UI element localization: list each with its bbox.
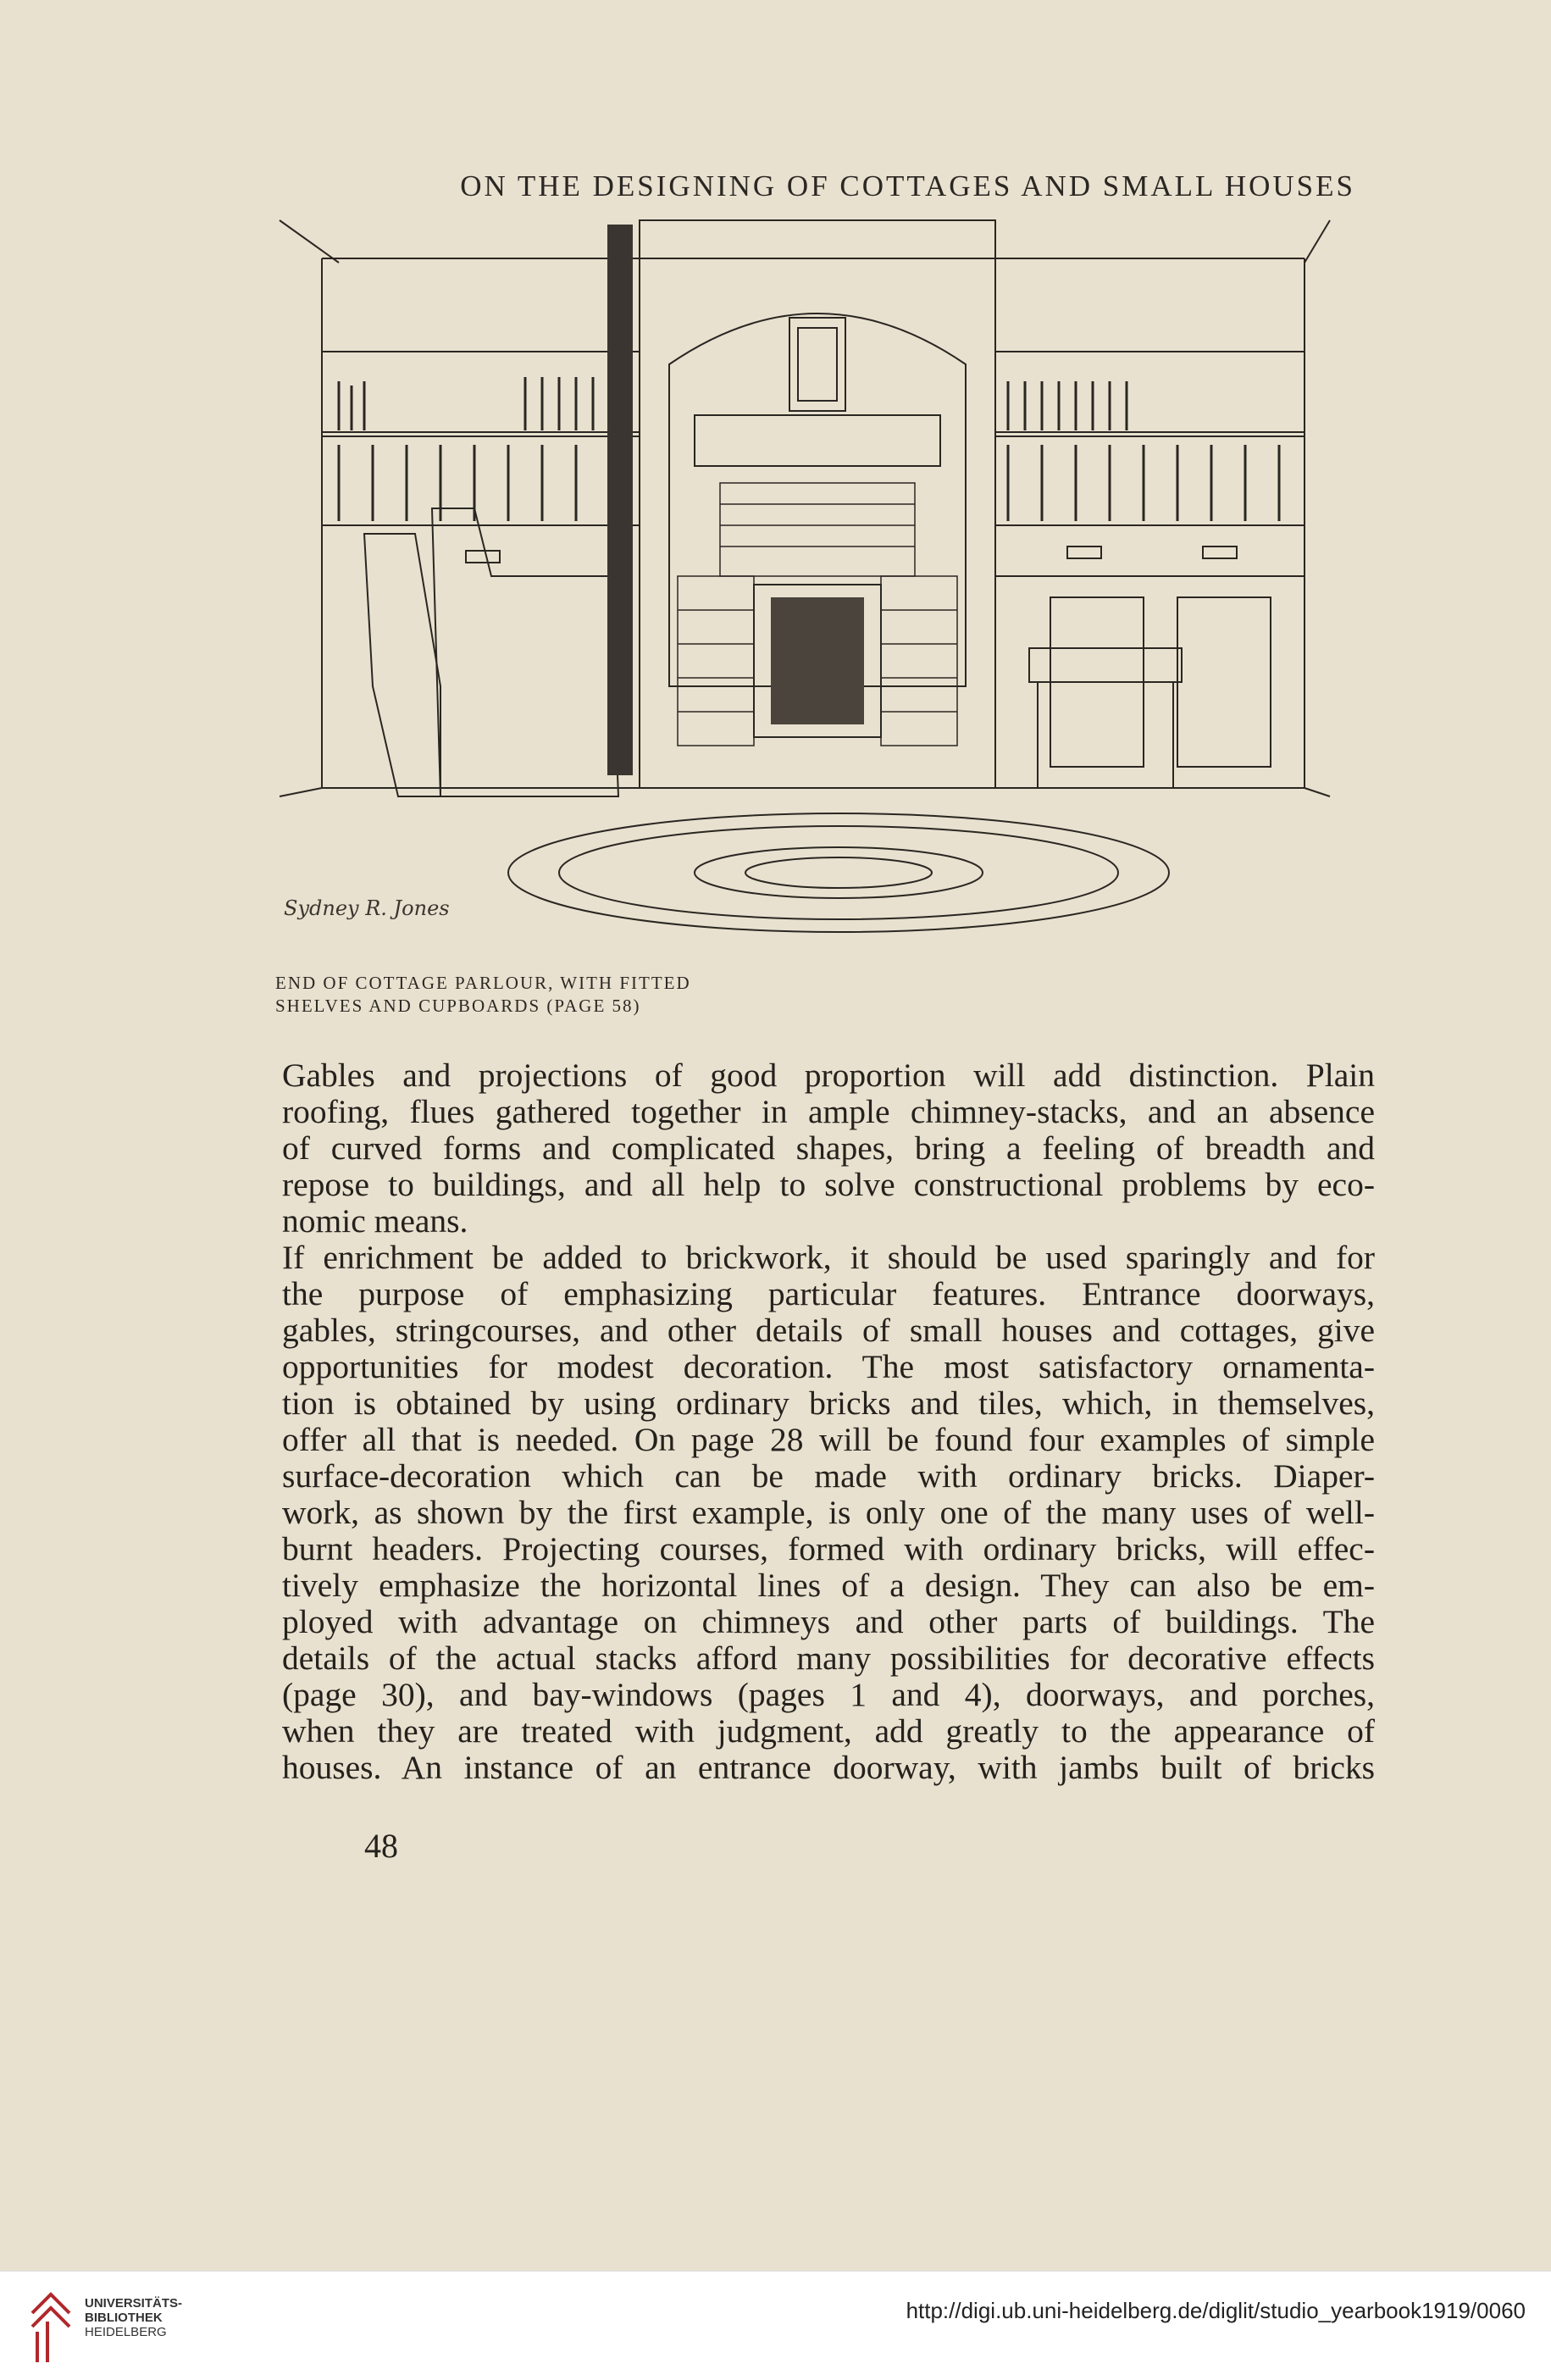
body-line: work, as shown by the first example, is only one of the many uses of well- bbox=[282, 1494, 1375, 1531]
library-name bbox=[85, 2296, 182, 2339]
body-line: when they are treated with judgment, add greatly to the appearance of bbox=[282, 1712, 1375, 1750]
library-logo-icon bbox=[25, 2288, 76, 2366]
running-head: ON THE DESIGNING OF COTTAGES AND SMALL HOUSES bbox=[460, 169, 1355, 202]
body-line: details of the actual stacks afford many possibilities for decorative effects bbox=[282, 1639, 1375, 1677]
caption-line-1: END OF COTTAGE PARLOUR, WITH FITTED bbox=[275, 973, 691, 993]
body-line: burnt headers. Projecting courses, formed with ordinary bricks, will effec- bbox=[282, 1530, 1375, 1567]
body-line: If enrichment be added to brickwork, it should be used sparingly and for bbox=[282, 1239, 1375, 1276]
viewer-footer bbox=[0, 2271, 1551, 2380]
library-name-line-1: UNIVERSITÄTS- bbox=[85, 2296, 183, 2311]
permalink-url[interactable]: http://digi.ub.uni-heidelberg.de/diglit/studio_yearbook1919/0060 bbox=[906, 2298, 1526, 2323]
body-line: houses. An instance of an entrance doorway, with jambs built of bricks bbox=[282, 1749, 1375, 1786]
body-line: ployed with advantage on chimneys and other parts of buildings. The bbox=[282, 1603, 1375, 1640]
fireplace-illustration bbox=[271, 212, 1338, 957]
body-line: tion is obtained by using ordinary bricks and tiles, which, in themselves, bbox=[282, 1384, 1375, 1422]
body-line: nomic means. bbox=[282, 1202, 468, 1240]
body-line: of curved forms and complicated shapes, bring a feeling of breadth and bbox=[282, 1129, 1375, 1167]
library-name-line-2: BIBLIOTHEK bbox=[85, 2311, 163, 2325]
body-line: surface-decoration which can be made with ordinary bricks. Diaper- bbox=[282, 1457, 1375, 1495]
body-line: gables, stringcourses, and other details of small houses and cottages, give bbox=[282, 1312, 1375, 1349]
library-name-line-3: HEIDELBERG bbox=[85, 2325, 167, 2339]
body-line: opportunities for modest decoration. The most satisfactory ornamenta- bbox=[282, 1348, 1375, 1385]
caption-line-2: SHELVES AND CUPBOARDS (PAGE 58) bbox=[275, 996, 641, 1016]
body-line: (page 30), and bay-windows (pages 1 and 4), doorways, and porches, bbox=[282, 1676, 1375, 1713]
page-number: 48 bbox=[364, 1827, 398, 1865]
body-line: roofing, flues gathered together in ample chimney-stacks, and an absence bbox=[282, 1093, 1375, 1130]
body-line: repose to buildings, and all help to solve constructional problems by eco- bbox=[282, 1166, 1375, 1203]
body-text bbox=[282, 1057, 1375, 1786]
body-line: Gables and projections of good proportion will add distinction. Plain bbox=[282, 1057, 1375, 1094]
body-line: offer all that is needed. On page 28 will be found four examples of simple bbox=[282, 1421, 1375, 1458]
figure-caption bbox=[275, 972, 868, 1018]
artist-signature: Sydney R. Jones bbox=[284, 896, 450, 920]
body-line: the purpose of emphasizing particular features. Entrance doorways, bbox=[282, 1275, 1375, 1312]
body-line: tively emphasize the horizontal lines of a design. They can also be em- bbox=[282, 1567, 1375, 1604]
